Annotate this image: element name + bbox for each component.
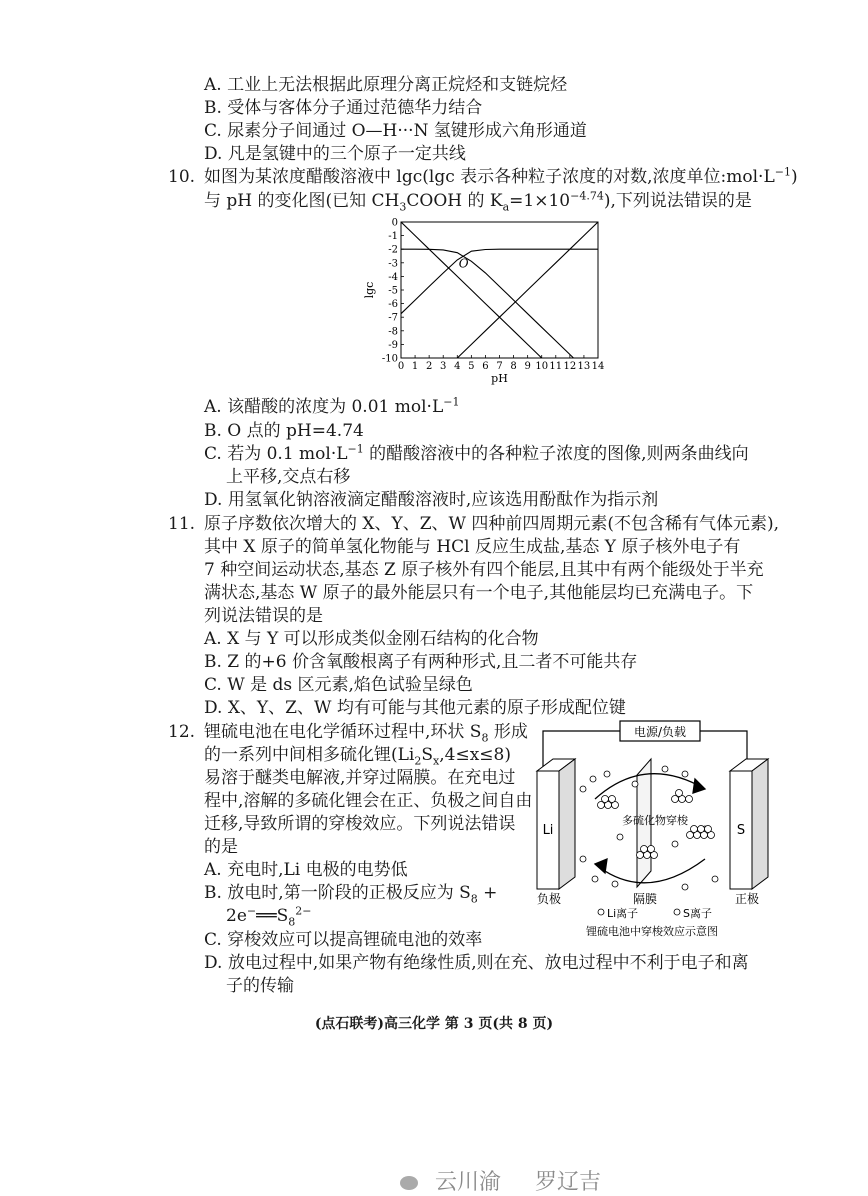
q9-option-b: B. 受体与客体分子通过范德华力结合 [204,98,483,118]
q9-option-c: C. 尿素分子间通过 O—H···N 氢键形成六角形通道 [204,121,587,141]
x-tick-label: 14 [591,361,605,372]
power-load-label: 电源/负载 [633,725,687,739]
q10-option-a: A. 该醋酸的浓度为 0.01 $mol\cdot L^{-1}$ [204,395,460,417]
x-tick-label: 3 [440,361,447,372]
power-source-box [620,721,700,741]
q10-stem-line1: 如图为某浓度醋酸溶液中 lgc(lgc 表示各种粒子浓度的对数,浓度单位$:mol\cdot L^{-1}$) [204,165,798,187]
q11-stem-line: 其中 X 原子的简单氢化物能与 HCl 反应生成盐,基态 Y 原子核外电子有 [204,537,741,557]
y-tick-label: -8 [388,326,398,338]
q9-option-a: A. 工业上无法根据此原理分离正烷烃和支链烷烃 [204,75,568,95]
plot-frame [401,222,598,358]
x-tick-label: 5 [468,361,475,372]
s-electrode-label: S [736,823,746,838]
q10-option-d: D. 用氢氧化钠溶液滴定醋酸溶液时,应该选用酚酞作为指示剂 [204,490,659,510]
q12-stem-line: 的是 [204,837,238,857]
x-tick-label: 7 [496,361,503,372]
q11-option-a: A. X 与 Y 可以形成类似金刚石结构的化合物 [204,629,539,649]
x-axis-label: pH [491,372,508,385]
q12-option-b: B. 放电时,第一阶段的正极反应为 $S_8$ + [204,883,498,906]
q12-option-b-cont: $2e^-══S_8^{2-}$ [226,904,312,929]
y-tick-label: -10 [381,353,398,365]
q12-option-d-cont: 子的传输 [226,976,294,996]
li-ion-legend: Li离子 [607,907,639,920]
y-tick-label: -9 [388,339,398,351]
y-axis-label: lgc [363,281,376,299]
y-tick-label: -3 [388,258,398,270]
watermark-text: 罗辽吉 [535,1170,602,1195]
x-tick-label: 1 [411,361,419,372]
lgc-ph-chart [355,212,615,392]
q12-option-d: D. 放电过程中,如果产物有绝缘性质,则在充、放电过程中不利于电子和离 [204,953,749,973]
y-tick-label: -7 [388,312,398,324]
y-tick-label: 0 [391,217,398,229]
x-tick-label: 2 [425,361,433,372]
x-tick-label: 10 [535,361,549,372]
watermark-text: 云川渝 [435,1170,502,1195]
q11-stem-line: 列说法错误的是 [204,606,323,626]
q10-option-c: C. 若为 0.1 $mol\cdot L^{-1}$ 的醋酸溶液中的各种粒子浓度的图像,则两条曲线向 [204,442,749,464]
positive-label: 正极 [735,892,760,906]
q11-option-d: D. X、Y、Z、W 均有可能与其他元素的原子形成配位键 [204,698,626,718]
polysulfide-shuttle-label: 多硫化物穿梭 [622,814,688,827]
x-tick-label: 12 [563,361,577,372]
li-s-battery-diagram [535,719,770,941]
q10-stem-line2: 与 pH 的变化图(已知 $CH_3COOH$ 的 $K_a=1\times 10^{-4.74}$),下列说法错误的是 [204,189,752,214]
q12-stem-line: 程中,溶解的多硫化锂会在正、负极之间自由 [204,791,533,811]
s-ion-legend: S离子 [683,907,712,920]
y-tick-label: -6 [388,299,398,311]
q12-stem-line: 易溶于醚类电解液,并穿过隔膜。在充电过 [204,768,516,788]
q10-option-b: B. O 点的 pH=4.74 [204,421,364,441]
x-tick-label: 6 [482,361,489,372]
y-tick-label: -5 [388,285,398,297]
q11-stem-line: 满状态,基态 W 原子的最外能层只有一个电子,其他能层均已充满电子。下 [204,583,754,603]
wechat-icon [400,1176,418,1190]
negative-label: 负极 [537,892,562,906]
q12-stem-line: 锂硫电池在电化学循环过程中,环状 $S_8$ 形成 [204,722,528,745]
q12-number: 12. [168,722,196,742]
x-tick-label: 8 [510,361,517,372]
q11-option-c: C. W 是 ds 区元素,焰色试验呈绿色 [204,675,473,695]
x-tick-label: 11 [549,361,563,372]
diagram-caption: 锂硫电池中穿梭效应示意图 [586,925,718,938]
q12-option-a: A. 充电时,Li 电极的电势低 [204,860,408,880]
negative-electrode [537,759,575,889]
q12-stem-line: 迁移,导致所谓的穿梭效应。下列说法错误 [204,814,516,834]
legend [598,907,712,920]
q11-stem-line: 原子序数依次增大的 X、Y、Z、W 四种前四周期元素(不包含稀有气体元素), [204,514,780,534]
series-line-2 [401,249,598,314]
q11-number: 11. [168,514,196,534]
page-footer: (点石联考)高三化学 第 3 页(共 8 页) [314,1016,554,1032]
y-tick-label: -4 [388,271,398,283]
q10-number: 10. [168,167,196,187]
q12-stem-line: 的一系列中间相多硫化锂$(Li_2S_x,4\le x\le 8)$ [204,745,511,768]
li-electrode-label: Li [542,823,554,838]
x-tick-label: 0 [397,361,405,372]
x-tick-label: 9 [524,361,531,372]
positive-electrode [730,759,768,889]
q9-option-d: D. 凡是氢键中的三个原子一定共线 [204,144,466,164]
q11-stem-line: 7 种空间运动状态,基态 Z 原子核外有四个能层,且其中有两个能级处于半充 [204,560,764,580]
y-tick-label: -2 [388,244,398,256]
intersection-point-label: O [458,256,469,271]
q10-option-c-cont: 上平移,交点右移 [226,467,351,487]
q11-option-b: B. Z 的+6 价含氧酸根离子有两种形式,且二者不可能共存 [204,652,638,672]
x-tick-label: 13 [577,361,591,372]
watermark [400,1165,601,1196]
y-tick-label: -1 [388,231,398,243]
separator-label: 隔膜 [632,892,658,906]
x-tick-label: 4 [454,361,461,372]
q12-option-c: C. 穿梭效应可以提高锂硫电池的效率 [204,930,483,950]
